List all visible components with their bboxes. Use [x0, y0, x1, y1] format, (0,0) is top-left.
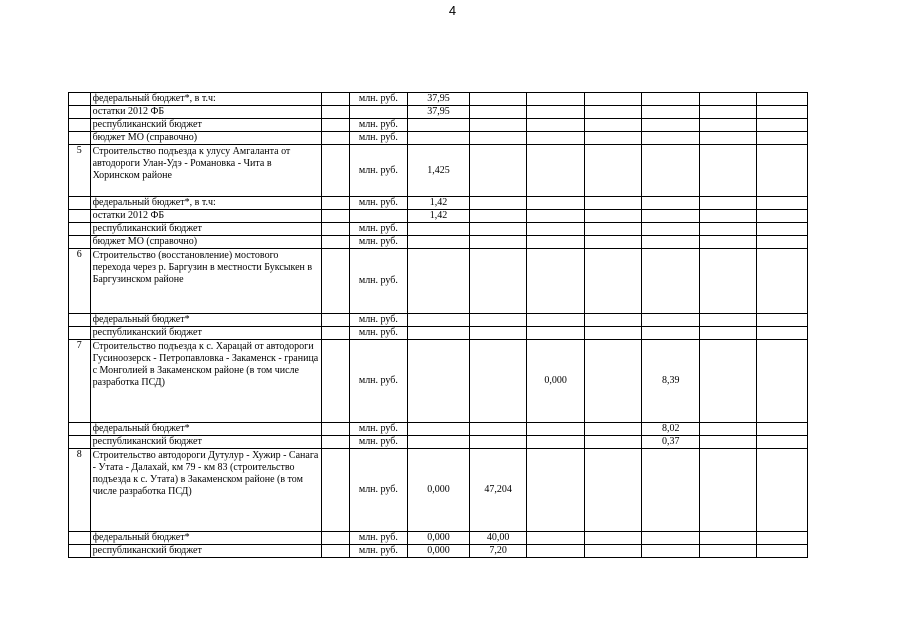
value-cell-2: [469, 314, 527, 327]
row-name-cell: Строительство подъезда к улусу Амгаланта от автодороги Улан-Удэ - Романовка - Чита в Хоринском районе: [90, 145, 321, 197]
row-name-cell: Строительство подъезда к с. Харацай от автодороги Гусиноозерск - Петропавловка - Закаменск - граница с Монголией в Закаменском районе (в том числе разработка ПСД): [90, 340, 321, 423]
value-cell-2: [469, 93, 527, 106]
spacer-cell: [321, 106, 349, 119]
value-cell-5: [642, 545, 700, 558]
value-cell-3: [527, 314, 585, 327]
unit-cell: млн. руб.: [349, 197, 408, 210]
value-cell-2: [469, 436, 527, 449]
value-cell-4: [584, 545, 642, 558]
row-number-cell: [69, 532, 91, 545]
table-row: [69, 236, 808, 249]
value-cell-3: [527, 236, 585, 249]
value-cell-3: [527, 223, 585, 236]
table-row: [69, 327, 808, 340]
value-cell-7: [756, 210, 807, 223]
value-cell-7: [756, 119, 807, 132]
unit-cell: млн. руб.: [349, 545, 408, 558]
value-cell-2: [469, 249, 527, 314]
value-cell-3: [527, 119, 585, 132]
value-cell-7: [756, 93, 807, 106]
unit-cell: млн. руб.: [349, 436, 408, 449]
value-cell-6: [700, 545, 757, 558]
spacer-cell: [321, 236, 349, 249]
value-cell-3: [527, 132, 585, 145]
unit-cell: млн. руб.: [349, 423, 408, 436]
value-cell-7: [756, 436, 807, 449]
row-name-cell: федеральный бюджет*, в т.ч:: [90, 197, 321, 210]
value-cell-7: [756, 327, 807, 340]
value-cell-6: [700, 340, 757, 423]
value-cell-7: [756, 223, 807, 236]
value-cell-6: [700, 249, 757, 314]
value-cell-3: [527, 423, 585, 436]
table-row: [69, 210, 808, 223]
row-name-cell: федеральный бюджет*, в т.ч:: [90, 93, 321, 106]
row-number-cell: 6: [69, 249, 91, 314]
value-cell-4: [584, 236, 642, 249]
spacer-cell: [321, 532, 349, 545]
table-row: [69, 132, 808, 145]
unit-cell: млн. руб.: [349, 249, 408, 314]
spacer-cell: [321, 119, 349, 132]
table-row: [69, 93, 808, 106]
value-cell-6: [700, 532, 757, 545]
value-cell-4: [584, 223, 642, 236]
table-row: [69, 436, 808, 449]
spacer-cell: [321, 210, 349, 223]
value-cell-3: [527, 93, 585, 106]
unit-cell: млн. руб.: [349, 119, 408, 132]
spacer-cell: [321, 132, 349, 145]
spacer-cell: [321, 449, 349, 532]
row-number-cell: [69, 223, 91, 236]
row-number-cell: [69, 210, 91, 223]
spacer-cell: [321, 327, 349, 340]
value-cell-7: [756, 340, 807, 423]
value-cell-5: [642, 119, 700, 132]
value-cell-1: 0,000: [408, 532, 470, 545]
value-cell-4: [584, 436, 642, 449]
value-cell-4: [584, 449, 642, 532]
table-row: [69, 532, 808, 545]
unit-cell: млн. руб.: [349, 314, 408, 327]
row-number-cell: [69, 236, 91, 249]
value-cell-3: [527, 210, 585, 223]
value-cell-5: [642, 145, 700, 197]
value-cell-1: 37,95: [408, 93, 470, 106]
value-cell-7: [756, 106, 807, 119]
value-cell-6: [700, 436, 757, 449]
value-cell-1: 0,000: [408, 545, 470, 558]
value-cell-4: [584, 145, 642, 197]
value-cell-5: [642, 93, 700, 106]
row-number-cell: [69, 93, 91, 106]
value-cell-2: [469, 223, 527, 236]
spacer-cell: [321, 197, 349, 210]
table-row: [69, 197, 808, 210]
row-number-cell: [69, 106, 91, 119]
row-number-cell: [69, 327, 91, 340]
value-cell-5: [642, 236, 700, 249]
value-cell-3: [527, 449, 585, 532]
value-cell-2: [469, 106, 527, 119]
row-name-cell: Строительство (восстановление) мостового перехода через р. Баргузин в местности Буксыкен в Баргузинском районе: [90, 249, 321, 314]
value-cell-7: [756, 314, 807, 327]
value-cell-2: 47,204: [469, 449, 527, 532]
table-row: [69, 423, 808, 436]
table-row: [69, 545, 808, 558]
value-cell-7: [756, 545, 807, 558]
spacer-cell: [321, 436, 349, 449]
table-row-object: [69, 249, 808, 314]
unit-cell: [349, 106, 408, 119]
row-name-cell: республиканский бюджет: [90, 327, 321, 340]
unit-cell: млн. руб.: [349, 327, 408, 340]
table-row: [69, 106, 808, 119]
value-cell-6: [700, 210, 757, 223]
value-cell-2: [469, 210, 527, 223]
spacer-cell: [321, 93, 349, 106]
value-cell-1: 0,000: [408, 449, 470, 532]
table-row-object: [69, 340, 808, 423]
table-row: [69, 119, 808, 132]
row-name-cell: республиканский бюджет: [90, 119, 321, 132]
row-name-cell: остатки 2012 ФБ: [90, 210, 321, 223]
value-cell-7: [756, 249, 807, 314]
value-cell-2: [469, 145, 527, 197]
row-name-cell: остатки 2012 ФБ: [90, 106, 321, 119]
value-cell-1: 37,95: [408, 106, 470, 119]
spacer-cell: [321, 314, 349, 327]
budget-table: [68, 92, 808, 558]
value-cell-4: [584, 210, 642, 223]
row-name-cell: бюджет МО (справочно): [90, 132, 321, 145]
value-cell-1: 1,42: [408, 210, 470, 223]
value-cell-1: [408, 236, 470, 249]
value-cell-7: [756, 236, 807, 249]
value-cell-2: [469, 423, 527, 436]
value-cell-2: [469, 197, 527, 210]
value-cell-6: [700, 314, 757, 327]
value-cell-5: [642, 197, 700, 210]
unit-cell: млн. руб.: [349, 93, 408, 106]
unit-cell: млн. руб.: [349, 532, 408, 545]
unit-cell: млн. руб.: [349, 145, 408, 197]
row-name-cell: республиканский бюджет: [90, 545, 321, 558]
value-cell-6: [700, 327, 757, 340]
row-number-cell: 8: [69, 449, 91, 532]
value-cell-6: [700, 223, 757, 236]
value-cell-5: 0,37: [642, 436, 700, 449]
value-cell-5: [642, 210, 700, 223]
value-cell-5: [642, 314, 700, 327]
value-cell-5: [642, 249, 700, 314]
value-cell-4: [584, 249, 642, 314]
row-number-cell: 5: [69, 145, 91, 197]
unit-cell: млн. руб.: [349, 449, 408, 532]
value-cell-5: [642, 132, 700, 145]
value-cell-1: [408, 223, 470, 236]
value-cell-1: [408, 314, 470, 327]
row-number-cell: 7: [69, 340, 91, 423]
value-cell-7: [756, 197, 807, 210]
value-cell-3: [527, 327, 585, 340]
value-cell-5: [642, 106, 700, 119]
value-cell-4: [584, 532, 642, 545]
value-cell-1: [408, 327, 470, 340]
value-cell-7: [756, 449, 807, 532]
value-cell-6: [700, 236, 757, 249]
value-cell-6: [700, 449, 757, 532]
value-cell-3: [527, 145, 585, 197]
value-cell-1: [408, 132, 470, 145]
row-number-cell: [69, 545, 91, 558]
value-cell-5: [642, 223, 700, 236]
value-cell-6: [700, 106, 757, 119]
value-cell-4: [584, 93, 642, 106]
value-cell-3: [527, 249, 585, 314]
page-number: 4: [448, 3, 457, 18]
table-row: [69, 314, 808, 327]
row-number-cell: [69, 436, 91, 449]
value-cell-6: [700, 423, 757, 436]
row-name-cell: федеральный бюджет*: [90, 532, 321, 545]
value-cell-2: 7,20: [469, 545, 527, 558]
row-number-cell: [69, 119, 91, 132]
value-cell-4: [584, 106, 642, 119]
table-body: [69, 93, 808, 558]
value-cell-5: [642, 532, 700, 545]
value-cell-2: [469, 340, 527, 423]
value-cell-1: 1,42: [408, 197, 470, 210]
value-cell-1: [408, 436, 470, 449]
value-cell-4: [584, 340, 642, 423]
value-cell-6: [700, 93, 757, 106]
row-name-cell: федеральный бюджет*: [90, 314, 321, 327]
row-name-cell: бюджет МО (справочно): [90, 236, 321, 249]
unit-cell: [349, 210, 408, 223]
value-cell-7: [756, 532, 807, 545]
value-cell-2: [469, 119, 527, 132]
row-number-cell: [69, 423, 91, 436]
value-cell-7: [756, 145, 807, 197]
row-number-cell: [69, 132, 91, 145]
unit-cell: млн. руб.: [349, 340, 408, 423]
value-cell-7: [756, 423, 807, 436]
value-cell-1: 1,425: [408, 145, 470, 197]
row-number-cell: [69, 197, 91, 210]
value-cell-2: [469, 132, 527, 145]
value-cell-3: [527, 106, 585, 119]
value-cell-2: [469, 327, 527, 340]
row-name-cell: республиканский бюджет: [90, 436, 321, 449]
value-cell-2: 40,00: [469, 532, 527, 545]
value-cell-5: [642, 449, 700, 532]
value-cell-1: [408, 340, 470, 423]
value-cell-3: [527, 436, 585, 449]
table-row: [69, 223, 808, 236]
value-cell-5: 8,39: [642, 340, 700, 423]
value-cell-5: [642, 327, 700, 340]
table-row-object: [69, 145, 808, 197]
value-cell-4: [584, 132, 642, 145]
value-cell-4: [584, 119, 642, 132]
spacer-cell: [321, 340, 349, 423]
value-cell-2: [469, 236, 527, 249]
value-cell-6: [700, 119, 757, 132]
spacer-cell: [321, 249, 349, 314]
spacer-cell: [321, 145, 349, 197]
unit-cell: млн. руб.: [349, 223, 408, 236]
value-cell-4: [584, 327, 642, 340]
row-name-cell: республиканский бюджет: [90, 223, 321, 236]
unit-cell: млн. руб.: [349, 236, 408, 249]
spacer-cell: [321, 223, 349, 236]
value-cell-7: [756, 132, 807, 145]
value-cell-3: [527, 532, 585, 545]
value-cell-4: [584, 197, 642, 210]
value-cell-3: [527, 545, 585, 558]
value-cell-4: [584, 423, 642, 436]
value-cell-1: [408, 249, 470, 314]
table-row-object: [69, 449, 808, 532]
value-cell-6: [700, 132, 757, 145]
spacer-cell: [321, 423, 349, 436]
value-cell-1: [408, 119, 470, 132]
row-name-cell: федеральный бюджет*: [90, 423, 321, 436]
row-number-cell: [69, 314, 91, 327]
row-name-cell: Строительство автодороги Дутулур - Хужир - Санага - Утата - Далахай, км 79 - км 83 (строительство подъезда к с. Утата) в Закаменском районе (в том числе разработка ПСД): [90, 449, 321, 532]
value-cell-5: 8,02: [642, 423, 700, 436]
value-cell-3: 0,000: [527, 340, 585, 423]
value-cell-6: [700, 145, 757, 197]
value-cell-3: [527, 197, 585, 210]
unit-cell: млн. руб.: [349, 132, 408, 145]
value-cell-1: [408, 423, 470, 436]
value-cell-6: [700, 197, 757, 210]
value-cell-4: [584, 314, 642, 327]
spacer-cell: [321, 545, 349, 558]
